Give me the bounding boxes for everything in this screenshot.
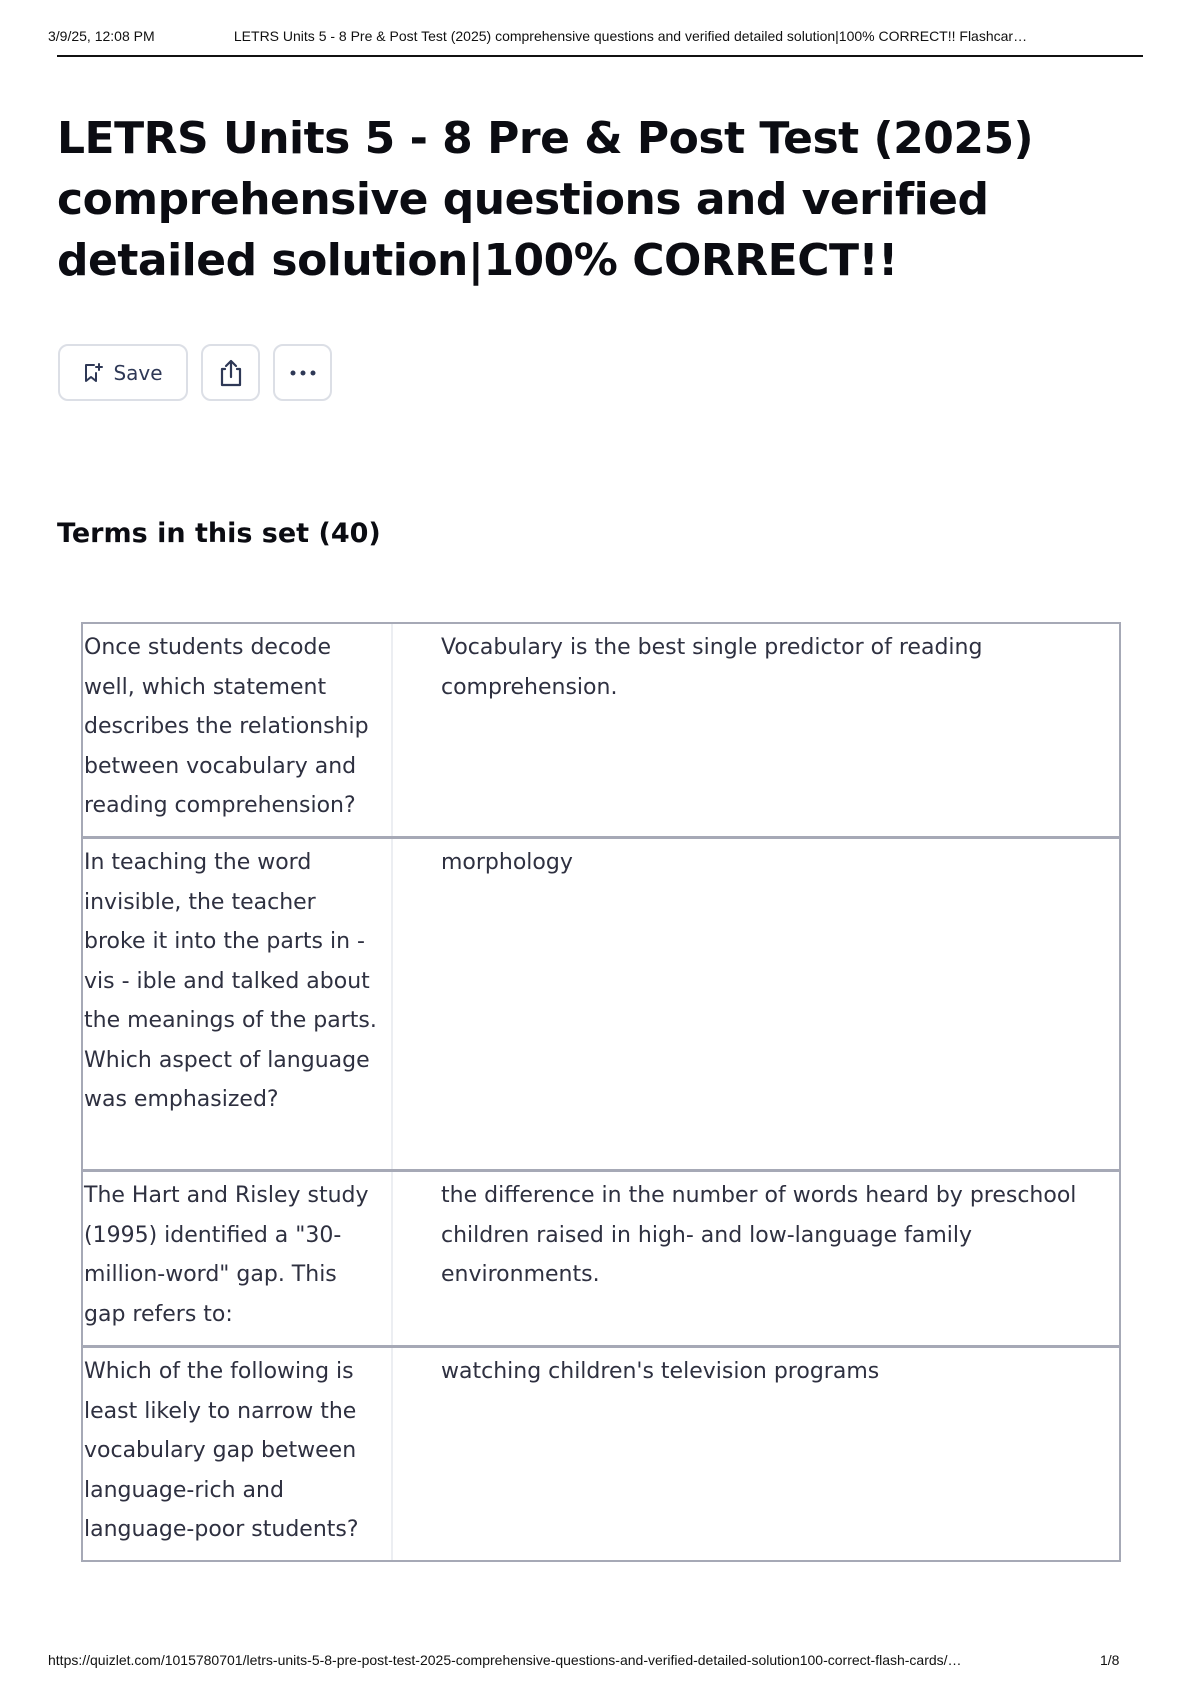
- more-options-button[interactable]: [273, 344, 332, 401]
- term-question: The Hart and Risley study (1995) identified a "30-million-word" gap. This gap refers to:: [83, 1172, 393, 1345]
- term-row: [83, 836, 1119, 1169]
- action-bar: [58, 344, 332, 403]
- term-row: [83, 1169, 1119, 1345]
- more-options-icon: [288, 369, 318, 377]
- page-title: LETRS Units 5 - 8 Pre & Post Test (2025) comprehensive questions and verified detailed solution|100% CORRECT!!: [57, 113, 1034, 286]
- header-divider: [57, 55, 1143, 57]
- term-row: [83, 1345, 1119, 1560]
- print-header: [48, 28, 1144, 44]
- bookmark-add-icon: [83, 362, 103, 384]
- print-datetime: 3/9/25, 12:08 PM: [48, 28, 155, 44]
- share-button[interactable]: [201, 344, 260, 401]
- term-answer: watching children's television programs: [441, 1359, 880, 1384]
- share-icon: [216, 357, 246, 389]
- page-number: 1/8: [1100, 1652, 1120, 1668]
- print-footer: [48, 1652, 1148, 1668]
- term-answer: morphology: [441, 850, 573, 875]
- term-question: Which of the following is least likely to narrow the vocabulary gap between language-rich and language-poor students?: [83, 1348, 393, 1560]
- print-url: https://quizlet.com/1015780701/letrs-units-5-8-pre-post-test-2025-comprehensive-questions-and-verified-detailed-solution100-correct-flash-cards/…: [48, 1652, 962, 1668]
- term-question: Once students decode well, which statement describes the relationship between vocabulary and reading comprehension?: [83, 624, 393, 836]
- terms-table: [81, 622, 1121, 1562]
- term-answer: Vocabulary is the best single predictor of reading comprehension.: [441, 635, 983, 700]
- print-document-title: LETRS Units 5 - 8 Pre & Post Test (2025) comprehensive questions and verified detailed solution|100% CORRECT!! Flashcar…: [233, 28, 1028, 44]
- term-question: In teaching the word invisible, the teacher broke it into the parts in - vis - ible and talked about the meanings of the parts. Which aspect of language was emphasized?: [83, 839, 393, 1169]
- save-button[interactable]: [58, 344, 188, 401]
- term-answer: the difference in the number of words heard by preschool children raised in high- and low-language family environments.: [441, 1183, 1077, 1287]
- term-row: [83, 624, 1119, 836]
- terms-section-heading: Terms in this set (40): [57, 518, 381, 549]
- save-button-label: Save: [113, 360, 163, 385]
